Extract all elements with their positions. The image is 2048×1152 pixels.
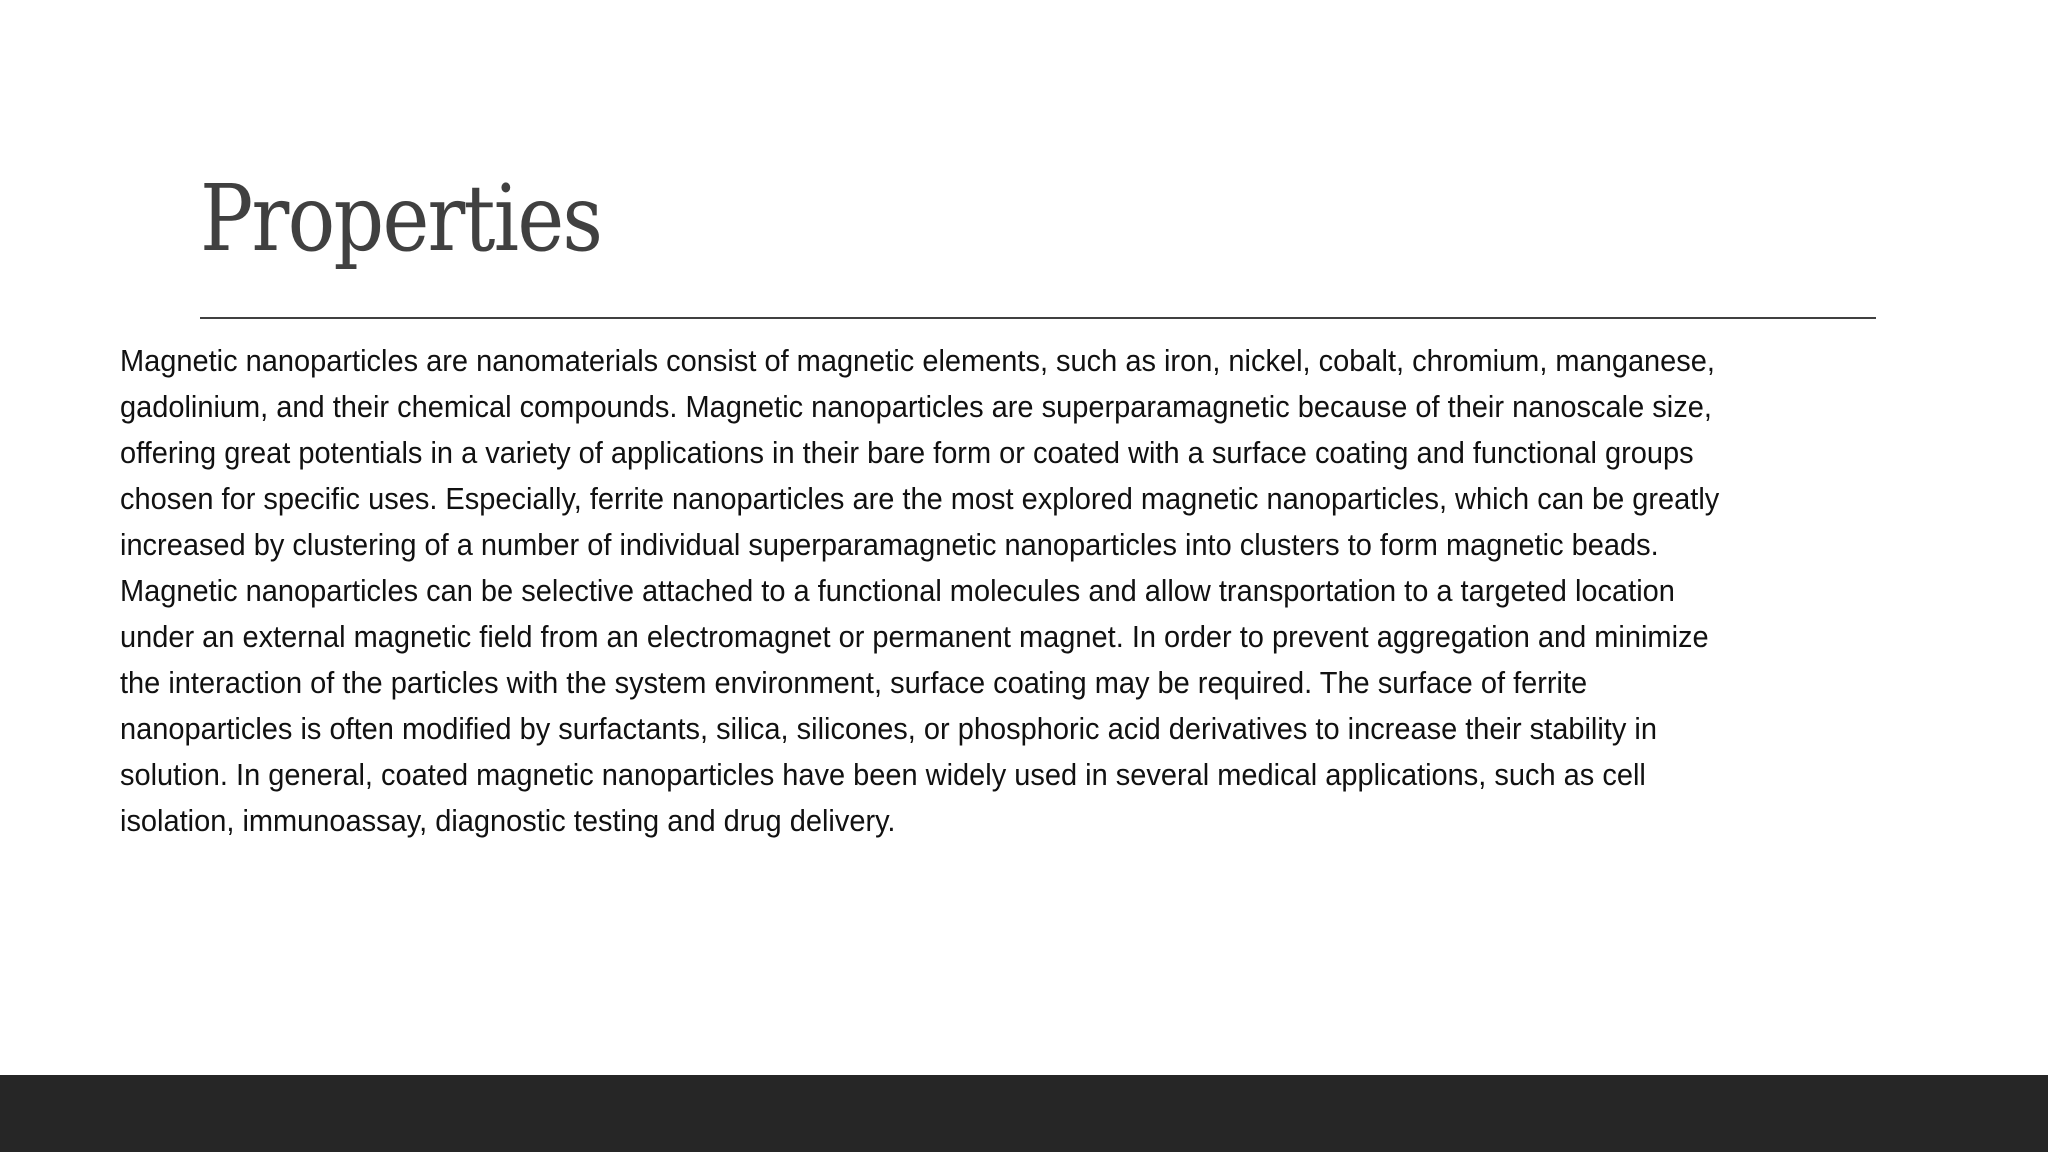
title-divider: [200, 317, 1876, 319]
body-paragraph-1: Magnetic nanoparticles are nanomaterials consist of magnetic elements, such as iron, nickel, cobalt, chromium, manganese, gadolinium, and their chemical compounds. Magnetic nanoparticles are superparamagnetic because of their nanoscale size, offering great potentials in a variety of applications in their bare form or coated with a surface coating and functional groups chosen for specific uses. Especially, ferrite nanoparticles are the most explored magnetic nanoparticles, which can be greatly increased by clustering of a number of individual superparamagnetic nanoparticles into clusters to form magnetic beads.: [120, 343, 1720, 562]
footer-band: [0, 1075, 2048, 1152]
slide-title: Properties: [200, 165, 602, 272]
slide-body: [120, 338, 1756, 844]
body-paragraph-2: Magnetic nanoparticles can be selective attached to a functional molecules and allow transportation to a targeted location under an external magnetic field from an electromagnet or permanent magnet. In order to prevent aggregation and minimize the interaction of the particles with the system environment, surface coating may be required. The surface of ferrite nanoparticles is often modified by surfactants, silica, silicones, or phosphoric acid derivatives to increase their stability in solution. In general, coated magnetic nanoparticles have been widely used in several medical applications, such as cell isolation, immunoassay, diagnostic testing and drug delivery.: [120, 573, 1709, 838]
